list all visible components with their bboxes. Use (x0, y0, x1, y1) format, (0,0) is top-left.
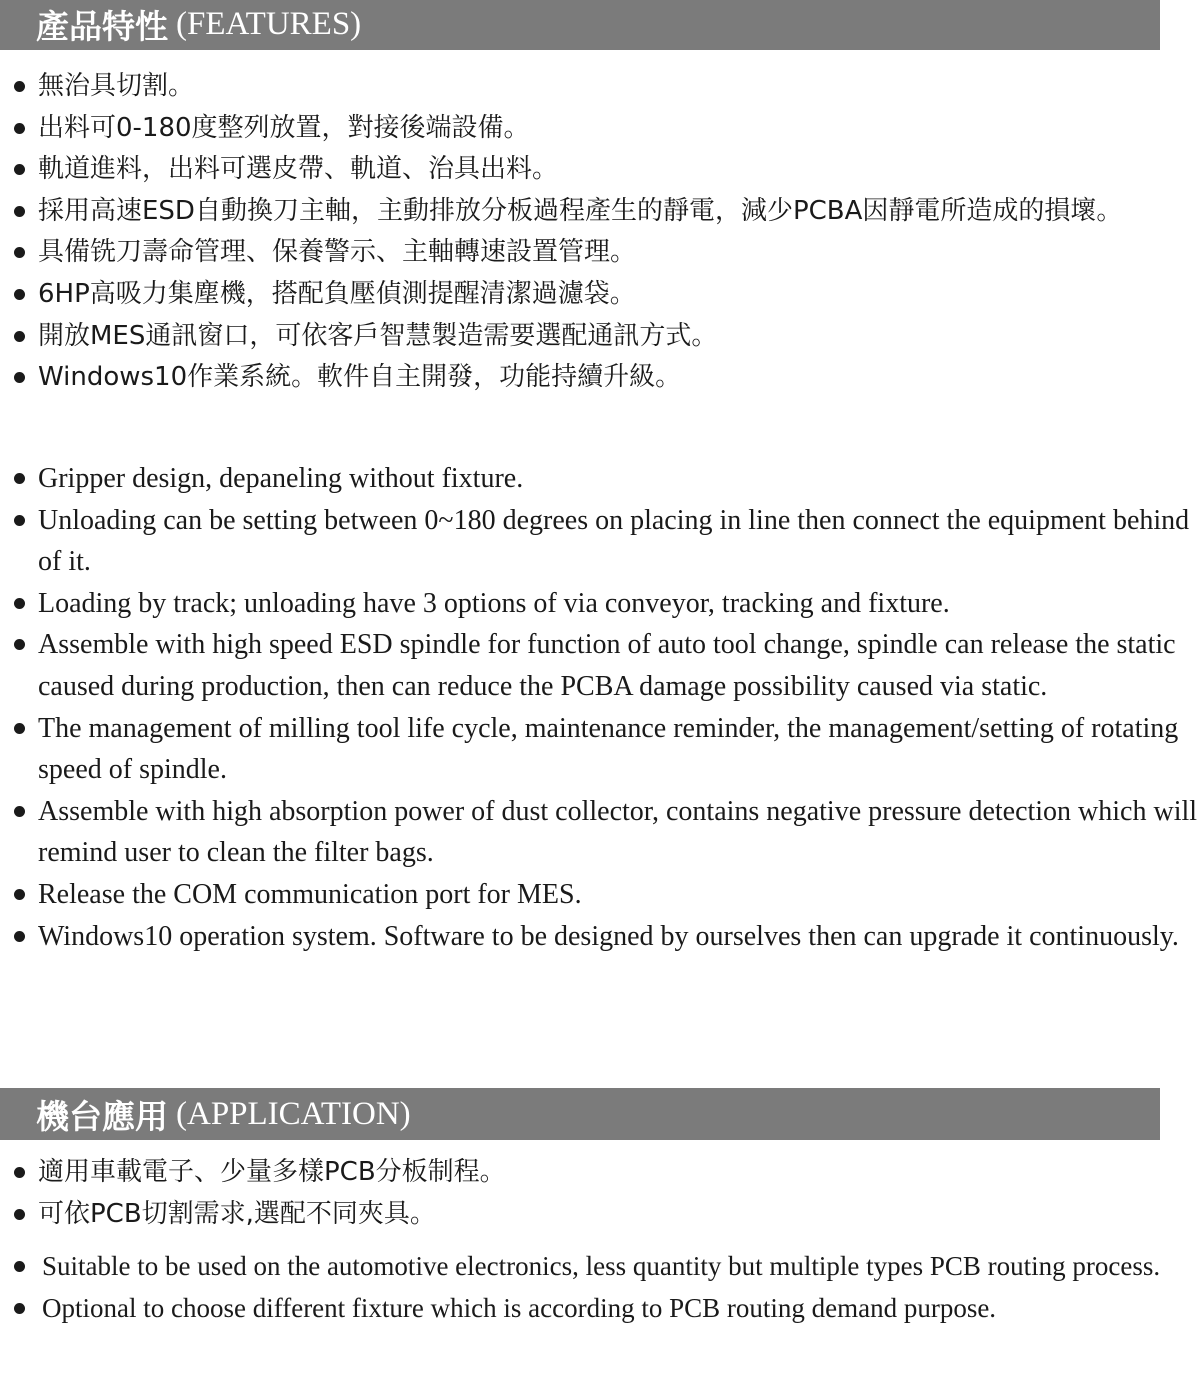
feature-item-zh: 具備铣刀壽命管理、保養警示、主軸轉速設置管理。 (0, 232, 1178, 274)
feature-item-en: Loading by track; unloading have 3 options of via conveyor, tracking and fixture. (0, 583, 1200, 625)
feature-item-zh: 6HP高吸力集塵機，搭配負壓偵測提醒清潔過濾袋。 (0, 274, 1178, 316)
feature-item-zh: 採用高速ESD自動換刀主軸，主動排放分板過程產生的靜電，減少PCBA因靜電所造成的損壞。 (0, 191, 1178, 233)
features-title-zh: 產品特性 (36, 6, 168, 46)
application-list-en (0, 1246, 1200, 1329)
application-item-zh: 適用車載電子、少量多樣PCB分板制程。 (0, 1152, 506, 1194)
feature-item-zh: 無治具切割。 (0, 66, 1178, 108)
feature-item-zh: 出料可0-180度整列放置，對接後端設備。 (0, 108, 1178, 150)
application-section-header (0, 1088, 1160, 1140)
feature-item-en: Assemble with high absorption power of dust collector, contains negative pressure detection which will remind user to clean the filter bags. (0, 791, 1200, 874)
application-title-en: (APPLICATION) (176, 1095, 411, 1132)
application-list-zh (0, 1152, 506, 1235)
features-section-header (0, 0, 1160, 50)
application-item-zh: 可依PCB切割需求,選配不同夾具。 (0, 1194, 506, 1236)
features-list-en (0, 458, 1200, 957)
application-item-en: Optional to choose different fixture which is according to PCB routing demand purpose. (0, 1288, 1200, 1330)
features-list-zh (0, 66, 1178, 399)
feature-item-en: Windows10 operation system. Software to be designed by ourselves then can upgrade it continuously. (0, 916, 1200, 958)
feature-item-en: The management of milling tool life cycle, maintenance reminder, the management/setting of rotating speed of spindle. (0, 708, 1200, 791)
application-title-zh: 機台應用 (36, 1096, 168, 1136)
feature-item-zh: 軌道進料，出料可選皮帶、軌道、治具出料。 (0, 149, 1178, 191)
feature-item-en: Gripper design, depaneling without fixture. (0, 458, 1200, 500)
feature-item-en: Unloading can be setting between 0~180 degrees on placing in line then connect the equipment behind of it. (0, 500, 1200, 583)
feature-item-en: Release the COM communication port for MES. (0, 874, 1200, 916)
feature-item-zh: Windows10作業系統。軟件自主開發，功能持續升級。 (0, 357, 1178, 399)
feature-item-en: Assemble with high speed ESD spindle for function of auto tool change, spindle can release the static caused during production, then can reduce the PCBA damage possibility caused via static. (0, 624, 1200, 707)
feature-item-zh: 開放MES通訊窗口，可依客戶智慧製造需要選配通訊方式。 (0, 316, 1178, 358)
features-title-en: (FEATURES) (176, 5, 362, 42)
application-item-en: Suitable to be used on the automotive electronics, less quantity but multiple types PCB routing process. (0, 1246, 1200, 1288)
